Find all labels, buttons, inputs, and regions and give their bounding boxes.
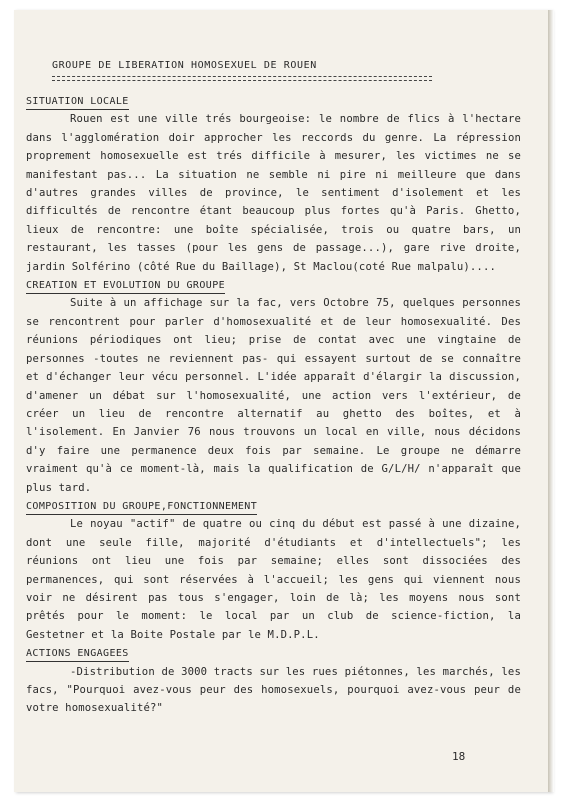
paragraph-creation-evolution: Suite à un affichage sur la fac, vers Octobre 75, quelques personnes se rencontrent pour parler d'homosexualité et de leur homosexualité. Des réunions périodiques ont lieu; prise de contat avec une vingtaine de personnes -toutes ne reviennent pas- qui essayent surtout de se connaître et d'échanger leur vécu personnel. L'idée apparaît d'élargir la discussion, d'amener un débat sur l'homosexualité, une action vers l'extérieur, de créer un lieu de rencontre alternatif au ghetto des boîtes, et à l'isolement. En Janvier 76 nous trouvons un local en ville, nous décidons d'y faire une permanence deux fois par semaine. Le groupe ne démarre vraiment qu'à ce moment-là, mais la qualification de G/L/H/ n'apparaît que plus tard. <box>26 297 521 494</box>
paragraph-situation-locale: Rouen est une ville trés bourgeoise: le nombre de flics à l'hectare dans l'agglomération doir approcher les reccords du genre. La répression proprement homosexuelle est trés difficile à mesurer, les victimes ne se manifestant pas... La situation ne semble ni pire ni meilleure que dans d'autres grandes villes de province, le sentiment d'isolement et les difficultés de rencontre étant beaucoup plus fortes qu'à Paris. Ghetto, lieux de rencontre: une boîte spécialisée, trois ou quatre bars, un restaurant, les tasses (pour les gens de passage...), gare rive droite, jardin Solférino (côté Rue du Baillage), St Maclou(coté Rue malpalu).... <box>26 113 521 273</box>
heading-composition: COMPOSITION DU GROUPE,FONCTIONNEMENT <box>26 500 257 515</box>
page-edge-shadow <box>548 10 554 792</box>
title-underline <box>52 76 432 81</box>
heading-creation-evolution: CREATION ET EVOLUTION DU GROUPE <box>26 279 225 294</box>
heading-actions: ACTIONS ENGAGEES <box>26 647 129 662</box>
document-body <box>26 58 521 718</box>
paragraph-composition: Le noyau "actif" de quatre ou cinq du début est passé à une dizaine, dont une seule fille, majorité d'étudiants et d'intellectuels"; les réunions ont lieu une fois par semaine; elles sont dissociées des permanences, qui sont réservées à l'accueil; les gens qui viennent nous voir ne désirent pas tous s'engager, loin de là; les moyens nous sont prêtés pour le moment: le local par un club de science-fiction, la Gestetner et la Boite Postale par le M.D.P.L. <box>26 518 521 641</box>
paragraph-actions: -Distribution de 3000 tracts sur les rues piétonnes, les marchés, les facs, "Pourquoi avez-vous peur des homosexuels, pourquoi avez-vous peur de votre homosexualité?" <box>26 665 521 715</box>
page-number: 18 <box>452 750 466 763</box>
document-title: GROUPE DE LIBERATION HOMOSEXUEL DE ROUEN <box>52 60 317 71</box>
heading-situation-locale: SITUATION LOCALE <box>26 95 129 110</box>
